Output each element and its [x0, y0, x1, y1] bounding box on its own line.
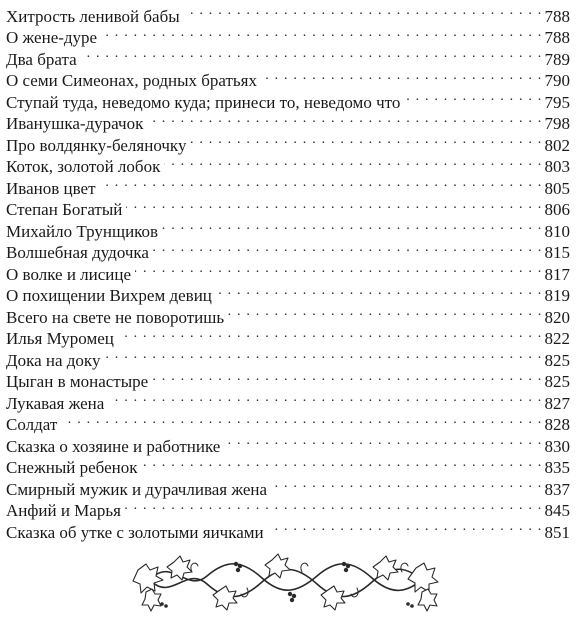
toc-entry-title: Дока на доку — [6, 350, 101, 370]
toc-leader-dots — [164, 151, 542, 173]
toc-entry-title: Степан Богатый — [6, 200, 123, 219]
toc-entry-title: Ступай туда, неведомо куда; принеси то, неведомо что — [6, 92, 401, 112]
toc-entry-title: Волшебная дудочка — [6, 243, 149, 262]
toc-entry-page: 825 — [544, 350, 570, 370]
toc-leader-dots — [108, 387, 542, 409]
toc-leader-dots — [271, 473, 542, 495]
toc-entry-title: О семи Симеонах, родных братьях — [6, 71, 257, 90]
toc-entry-title: Про волдянку-беляночку — [6, 135, 187, 155]
toc-entry-title: Сказка о хозяине и работнике — [6, 436, 221, 456]
toc-entry — [6, 430, 570, 456]
toc-entry-page: 798 — [544, 114, 570, 133]
toc-entry-title: Всего на свете не поворотишь — [6, 307, 225, 327]
toc-entry-page: 837 — [544, 479, 570, 499]
toc-entry-page: 803 — [544, 157, 570, 176]
toc-leader-dots — [81, 43, 543, 65]
toc-leader-dots — [184, 0, 543, 22]
toc-entry-title: Анфий и Марья — [6, 501, 121, 520]
toc-entry — [6, 409, 570, 434]
toc-leader-dots — [152, 366, 542, 388]
toc-leader-dots — [141, 452, 542, 474]
toc-entry-page: 788 — [544, 28, 570, 47]
toc-entry-title: Снежный ребенок — [6, 458, 138, 477]
toc-leader-dots — [126, 194, 542, 216]
toc-entry-page: 795 — [544, 92, 570, 112]
toc-entry-title: Илья Муромец — [6, 329, 114, 348]
toc-leader-dots — [147, 108, 542, 130]
toc-entry-title: Сказка об утке с золотыми яичками — [6, 522, 264, 542]
toc-entry-page: 845 — [544, 501, 570, 520]
toc-entry-title: О волке и лисице — [6, 264, 132, 284]
toc-leader-dots — [268, 516, 543, 538]
toc-leader-dots — [162, 215, 542, 237]
toc-entry-title: Хитрость ленивой бабы — [6, 6, 180, 26]
toc-entry-title: Лукавая жена — [6, 393, 105, 413]
toc-entry-page: 819 — [544, 286, 570, 305]
toc-leader-dots — [100, 172, 543, 194]
toc-entry — [6, 65, 570, 90]
table-of-contents — [6, 0, 570, 542]
toc-leader-dots — [125, 495, 543, 517]
toc-entry-title: Михайло Трунщиков — [6, 221, 159, 241]
toc-entry-page: 788 — [544, 6, 570, 26]
toc-entry-page: 802 — [544, 135, 570, 155]
toc-entry-page: 830 — [544, 436, 570, 456]
toc-entry-page: 835 — [544, 458, 570, 477]
toc-entry-title: Иванов цвет — [6, 178, 96, 198]
toc-entry-page: 815 — [544, 243, 570, 262]
toc-leader-dots — [118, 323, 543, 345]
toc-leader-dots — [216, 280, 543, 302]
toc-entry-title: Коток, золотой лобок — [6, 157, 161, 176]
toc-leader-dots — [261, 65, 543, 87]
toc-entry-page: 810 — [544, 221, 570, 241]
toc-entry-title: О похищении Вихрем девиц — [6, 286, 212, 305]
toc-entry-page: 820 — [544, 307, 570, 327]
toc-entry-page: 805 — [544, 178, 570, 198]
toc-entry-title: Солдат — [6, 415, 58, 434]
toc-leader-dots — [224, 430, 542, 452]
toc-leader-dots — [228, 301, 542, 323]
toc-entry-page: 828 — [544, 415, 570, 434]
grapevine-vignette-icon — [132, 548, 444, 618]
toc-entry-title: Цыган в монастыре — [6, 372, 149, 391]
toc-leader-dots — [101, 22, 542, 44]
toc-entry-page: 851 — [544, 522, 570, 542]
toc-entry-page: 817 — [544, 264, 570, 284]
toc-entry-title: Два брата — [6, 49, 77, 69]
toc-entry — [6, 0, 570, 26]
toc-leader-dots — [61, 409, 542, 431]
toc-entry-title: Иванушка-дурачок — [6, 114, 144, 133]
toc-leader-dots — [190, 129, 542, 151]
toc-leader-dots — [404, 86, 542, 108]
toc-entry-page: 790 — [544, 71, 570, 90]
toc-entry-title: Смирный мужик и дурачливая жена — [6, 479, 268, 499]
toc-leader-dots — [135, 258, 542, 280]
toc-entry — [6, 43, 570, 69]
toc-entry-page: 827 — [544, 393, 570, 413]
toc-leader-dots — [153, 237, 543, 259]
toc-leader-dots — [104, 344, 542, 366]
toc-entry-page: 806 — [544, 200, 570, 219]
toc-entry-page: 789 — [544, 49, 570, 69]
toc-entry-title: О жене-дуре — [6, 28, 98, 47]
toc-entry-page: 825 — [544, 372, 570, 391]
toc-entry-page: 822 — [544, 329, 570, 348]
